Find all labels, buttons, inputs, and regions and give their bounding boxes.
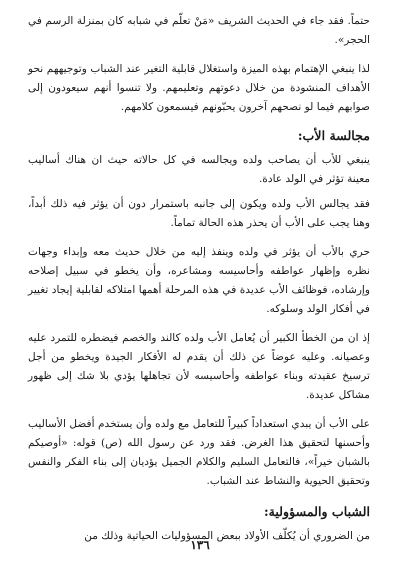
section-heading-fathers-company: مجالسة الأب:: [297, 128, 370, 143]
paragraph-father-readiness: على الأب أن يبدي استعداداً كبيراً للتعامل مع ولده وأن يستخدم أفضل الأساليب وأحسنها لتحقيق هذا الغرض. فقد ورد عن رسول الله (ص) قوله: «أوصيكم بالشبان خيراً»، فالتعامل السليم والكلام الجميل يؤديان إلى بناء الفكر والنفس وتحقيق الحيوية والنشاط عند الشباب.: [28, 418, 370, 487]
paragraph-responsibility-start: من الضروري أن يُكلّف الأولاد ببعض المسؤوليات الحياتية وذلك من: [84, 530, 370, 542]
section-heading-youth-responsibility: الشباب والمسؤولية:: [263, 504, 370, 519]
paragraph-father-accompany: ينبغي للأب أن يصاحب ولده ويجالسه في كل حالاته حيث ان هناك أساليب معينة تؤثر في الولد عادة.: [28, 154, 370, 185]
paragraph-father-influence: حري بالأب أن يؤثر في ولده وينفذ إليه من خلال حديث معه وإبداء وجهات نظره وإظهار عواطفه وأحاسيسه ومشاعره، وأن يخطو في سبيل إصلاحه وإرشاده، فوظائف الأب عديدة في هذه المرحلة أهمها امتلاكه لقابلية إيجاد تغيير في أفكار الولد وسلوكه.: [28, 246, 370, 315]
paragraph-father-mistake: إذ ان من الخطأ الكبير أن يُعامل الأب ولده كالند والخصم فيضطره للتمرد عليه وعصيانه. وعليه عوضاً عن ذلك أن يقدم له الأفكار الجيدة ويخطو من أجل ترسيخ عقيدته وبناء عواطفه وأحاسيسه لأن تجاهلها يؤدي بلا شك إلى ظهور مشاكل عديدة.: [28, 332, 370, 401]
paragraph-youth-guidance: لذا ينبغي الإهتمام بهذه الميزة واستغلال قابلية التغير عند الشباب وتوجيههم نحو الأهداف المنشودة من خلال دعوتهم وتعليمهم. ولا تنسوا أنهم سيعودون إلى صوابهم فيما لو نصحهم آخرون يحبّونهم فيسمعون كلامهم.: [28, 63, 370, 113]
paragraph-hadith-learning: حتماً. فقد جاء في الحديث الشريف «مَنْ تعلّم في شبابه كان بمنزلة الرسم في الحجر».: [28, 15, 370, 46]
paragraph-father-sitting: فقد يجالس الأب ولده ويكون إلى جانبه باستمرار دون أن يؤثر فيه ذلك أبداً، وهنا يجب على الأب أن يحذر هذه الحالة تماماً.: [28, 198, 370, 229]
page-number: ١٣٦: [190, 538, 210, 552]
